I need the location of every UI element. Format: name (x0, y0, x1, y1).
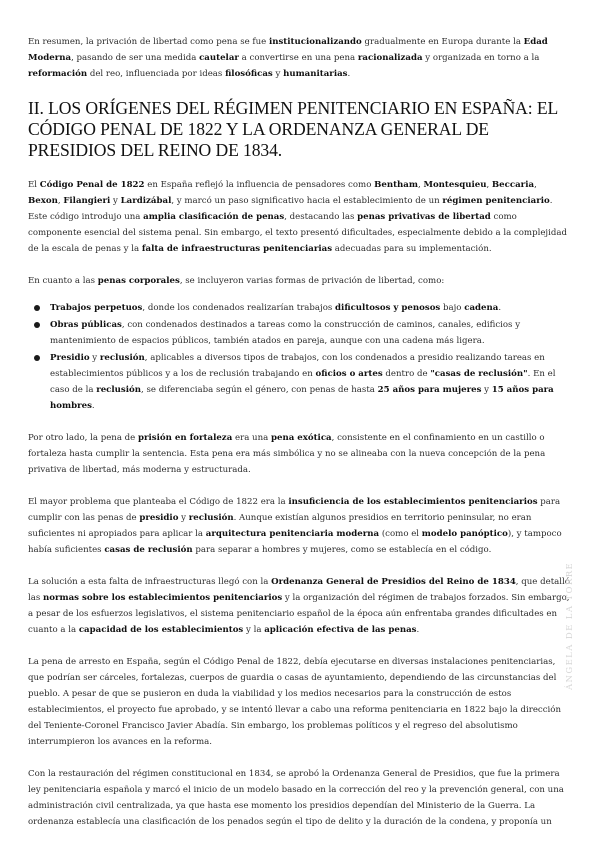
bold-text: Bexon (28, 196, 58, 206)
bold-text: normas sobre los establecimientos penitenciarios (43, 593, 283, 603)
text-run: como componente esencial del sistema penal. Sin embargo, el texto presentó dificultades, especialmente debido a la complejidad de la escala de penas y la (28, 212, 567, 254)
bold-text: pena exótica (270, 433, 332, 443)
text-run: . (91, 401, 95, 411)
bold-text: Beccaria (491, 180, 535, 190)
text-run: , se incluyeron varias formas de privación de libertad, como: (179, 276, 445, 286)
paragraph-codigo-penal (28, 177, 570, 257)
bold-text: Obras públicas (50, 320, 122, 330)
text-run: , (57, 196, 64, 206)
bold-text: 25 años para mujeres (377, 385, 482, 395)
paragraph-restauracion (28, 766, 570, 830)
bold-text: reclusión (96, 385, 142, 395)
text-run: a convertirse en una pena (238, 53, 358, 63)
text-run: , con condenados destinados a tareas como la construcción de caminos, canales, edificios y mantenimiento de espacios públicos, también atados en pareja, aunque con una cadena más ligera. (50, 320, 521, 346)
text-run: . (416, 625, 420, 635)
bold-text: 15 años para hombres (50, 385, 554, 411)
bold-text: arquitectura penitenciaria moderna (205, 529, 380, 539)
bold-text: cautelar (199, 53, 239, 63)
paragraph-ordenanza (28, 574, 570, 638)
paragraph-penas-corporales (28, 273, 570, 289)
bold-text: reclusión (99, 353, 145, 363)
bold-text: falta de infraestructuras penitenciarias (141, 244, 333, 254)
text-run: para cumplir con las penas de (28, 497, 561, 523)
bold-text: reclusión (188, 513, 234, 523)
text-run: , consistente en el confinamiento en un castillo o fortaleza hasta cumplir la sentencia. Esta pena era más simbólica y no se alineaba con la nueva concepción de la pena privativa de libertad, más moderna y estructurada. (28, 433, 546, 475)
text-run: ), y tampoco había suficientes (28, 529, 562, 555)
bold-text: reformación (28, 69, 88, 79)
text-run: era una (232, 433, 271, 443)
text-run: y la organización del régimen de trabajos forzados. Sin embargo, a pesar de los esfuerzos legislativos, el sistema penitenciario español de la época aún enfrentaba grandes dificultades en cuanto a la (28, 593, 570, 635)
section-heading: II. LOS ORÍGENES DEL RÉGIMEN PENITENCIARIO EN ESPAÑA: EL CÓDIGO PENAL DE 1822 Y LA ORDENANZA GENERAL DE PRESIDIOS DEL REINO DE 1834. (28, 98, 558, 160)
bold-text: Código Penal de 1822 (39, 180, 145, 190)
text-run: , (417, 180, 424, 190)
document-page (28, 34, 570, 830)
text-run: El (28, 180, 40, 190)
list-item-presidio (50, 350, 570, 414)
text-run: Con la restauración del régimen constitucional en 1834, se aprobó la Ordenanza General de Presidios, que fue la primera ley penitenciaria española y marcó el inicio de un modelo basado en la corrección del reo y la prevención general, con una administración civil centralizada, ya que hasta ese momento los presidios dependían del Ministerio de la Guerra. La ordenanza establecía una clasificación de los penados según el tipo de delito y la duración de la condena, y proponía un (28, 769, 564, 827)
text-run: , pasando de ser una medida (71, 53, 200, 63)
bullet-icon (34, 322, 40, 328)
text-run: . En el caso de la (50, 369, 556, 395)
bold-text: capacidad de los establecimientos (78, 625, 244, 635)
text-run: y (178, 513, 189, 523)
text-run: , aplicables a diversos tipos de trabajos, con los condenados a presidio realizando tareas en establecimientos públicos y a los de reclusión trabajando en (50, 353, 545, 379)
bold-text: "casas de reclusión" (430, 369, 528, 379)
bold-text: Lardizábal (120, 196, 172, 206)
text-run: dentro de (382, 369, 431, 379)
text-run: El mayor problema que planteaba el Código de 1822 era la (28, 497, 289, 507)
bold-text: penas corporales (97, 276, 180, 286)
bold-text: Montesquieu (423, 180, 487, 190)
bold-text: Ordenanza General de Presidios del Reino de 1834 (271, 577, 516, 587)
bold-text: prisión en fortaleza (138, 433, 233, 443)
bold-text: Presidio (50, 353, 90, 363)
list-item-obras (50, 317, 570, 349)
penalty-list (28, 300, 570, 414)
text-run: y organizada en torno a la (422, 53, 540, 63)
bold-text: insuficiencia de los establecimientos penitenciarios (288, 497, 538, 507)
text-run: En resumen, la privación de libertad como pena se fue (28, 37, 269, 47)
text-run: del reo, influenciada por ideas (87, 69, 226, 79)
text-run: , destacando las (284, 212, 358, 222)
text-run: . Este código introdujo una (28, 196, 553, 222)
text-run: y (110, 196, 121, 206)
text-run: , (486, 180, 492, 190)
text-run: . (347, 69, 351, 79)
bold-text: régimen penitenciario (442, 196, 550, 206)
author-watermark: ÁNGELA DE LA TORRE (565, 561, 575, 690)
bold-text: casas de reclusión (104, 545, 193, 555)
text-run: (como el (379, 529, 422, 539)
text-run: y la (243, 625, 265, 635)
paragraph-pena-arresto (28, 654, 570, 750)
text-run: y (89, 353, 100, 363)
text-run: para separar a hombres y mujeres, como se establecía en el código. (192, 545, 492, 555)
text-run: y (272, 69, 284, 79)
bold-text: modelo panóptico (421, 529, 508, 539)
text-run: . (498, 303, 502, 313)
text-run: La solución a esta falta de infraestructuras llegó con la (28, 577, 272, 587)
bold-text: presidio (139, 513, 179, 523)
text-run: , se diferenciaba según el género, con penas de hasta (141, 385, 378, 395)
paragraph-problema-1822 (28, 494, 570, 558)
list-item-trabajos (50, 300, 570, 316)
bold-text: amplia clasificación de penas (143, 212, 285, 222)
text-run: , que detalló las (28, 577, 570, 603)
bold-text: Bentham (374, 180, 418, 190)
bold-text: filosóficas (225, 69, 273, 79)
text-run: adecuadas para su implementación. (332, 244, 492, 254)
bold-text: Filangieri (63, 196, 111, 206)
text-run: En cuanto a las (28, 276, 98, 286)
bullet-icon (34, 305, 40, 311)
bold-text: Trabajos perpetuos (50, 303, 143, 313)
bold-text: humanitarias (283, 69, 348, 79)
paragraph-summary (28, 34, 570, 82)
text-run: y (481, 385, 492, 395)
paragraph-prision-fortaleza (28, 430, 570, 478)
text-run: en España reflejó la influencia de pensadores como (144, 180, 375, 190)
bullet-icon (34, 355, 40, 361)
text-run: La pena de arresto en España, según el Código Penal de 1822, debía ejecutarse en diversas instalaciones penitenciarias, que podrían ser cárceles, fortalezas, cuerpos de guardia o casas de ayuntamiento, dependiendo de las circunstancias del pueblo. A pesar de que se pusieron en duda la viabilidad y los medios necesarios para la construcción de estos establecimientos, el proyecto fue aprobado, y se intentó llevar a cabo una reforma penitenciaria en 1822 bajo la dirección del Teniente-Coronel Francisco Javier Abadía. Sin embargo, los problemas políticos y el regreso del absolutismo interrumpieron los avances en la reforma. (28, 657, 561, 747)
bold-text: institucionalizando (268, 37, 362, 47)
bold-text: racionalizada (357, 53, 423, 63)
bold-text: Edad Moderna (28, 37, 548, 63)
bold-text: dificultosos y penosos (335, 303, 441, 313)
text-run: , donde los condenados realizarían trabajos (142, 303, 336, 313)
text-run: . Aunque existían algunos presidios en territorio peninsular, no eran suficientes ni apropiados para aplicar la (28, 513, 532, 539)
text-run: Por otro lado, la pena de (28, 433, 138, 443)
text-run: bajo (440, 303, 465, 313)
bold-text: aplicación efectiva de las penas (264, 625, 417, 635)
bold-text: cadena (464, 303, 499, 313)
bold-text: oficios o artes (315, 369, 383, 379)
text-run: , (534, 180, 537, 190)
bold-text: penas privativas de libertad (357, 212, 491, 222)
text-run: gradualmente en Europa durante la (361, 37, 524, 47)
text-run: , y marcó un paso significativo hacia el establecimiento de un (171, 196, 443, 206)
